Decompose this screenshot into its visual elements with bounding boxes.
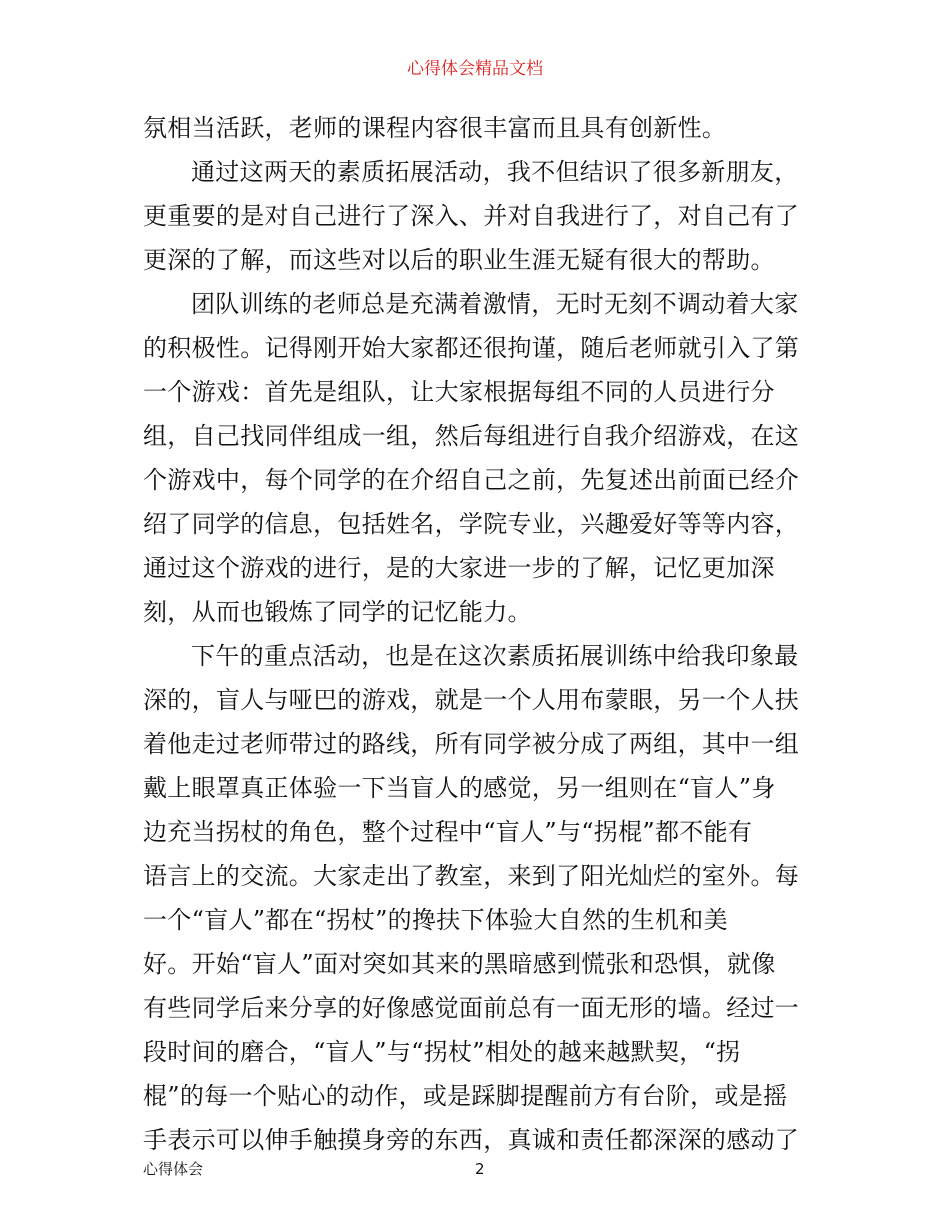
text-line: 手表示可以伸手触摸身旁的东西，真诚和责任都深深的感动了: [143, 1126, 800, 1154]
page-number: 2: [475, 1160, 485, 1178]
text-line: 语言上的交流。大家走出了教室，来到了阳光灿烂的室外。每: [143, 862, 800, 890]
text-line: 组，自己找同伴组成一组，然后每组进行自我介绍游戏，在这: [143, 422, 800, 450]
text-line: 边充当拐杖的角色，整个过程中“盲人”与“拐棍”都不能有: [143, 818, 753, 846]
text-line: 一个游戏：首先是组队，让大家根据每组不同的人员进行分: [143, 378, 775, 406]
text-line: 团队训练的老师总是充满着激情，无时无刻不调动着大家: [191, 290, 799, 318]
text-line: 更重要的是对自己进行了深入、并对自我进行了，对自己有了: [143, 202, 800, 230]
text-line: 通过这两天的素质拓展活动，我不但结识了很多新朋友，: [191, 158, 799, 186]
footer-label: 心得体会: [143, 1160, 204, 1178]
text-line: 戴上眼罩真正体验一下当盲人的感觉，另一组则在“盲人”身: [143, 774, 776, 802]
page-footer: [143, 1158, 811, 1180]
text-line: 一个“盲人”都在“拐杖”的搀扶下体验大自然的生机和美: [143, 906, 728, 934]
document-body: [143, 106, 811, 1162]
text-line: 绍了同学的信息，包括姓名，学院专业，兴趣爱好等等内容，: [143, 510, 800, 538]
text-line: 氛相当活跃，老师的课程内容很丰富而且具有创新性。: [143, 114, 727, 142]
text-line: 好。开始“盲人”面对突如其来的黑暗感到慌张和恐惧，就像: [143, 950, 776, 978]
text-line: 段时间的磨合，“盲人”与“拐杖”相处的越来越默契，“拐: [143, 1038, 741, 1066]
page-header-title: 心得体会精品文档: [407, 59, 543, 79]
text-line: 棍”的每一个贴心的动作，或是踩脚提醒前方有台阶，或是摇: [143, 1082, 788, 1110]
text-line: 的积极性。记得刚开始大家都还很拘谨，随后老师就引入了第: [143, 334, 800, 362]
text-line: 下午的重点活动，也是在这次素质拓展训练中给我印象最: [191, 642, 799, 670]
text-line: 通过这个游戏的进行，是的大家进一步的了解，记忆更加深: [143, 554, 775, 582]
text-line: 刻，从而也锻炼了同学的记忆能力。: [143, 598, 532, 626]
text-line: 更深的了解，而这些对以后的职业生涯无疑有很大的帮助。: [143, 246, 775, 274]
text-line: 着他走过老师带过的路线，所有同学被分成了两组，其中一组: [143, 730, 800, 758]
text-line: 深的，盲人与哑巴的游戏，就是一个人用布蒙眼，另一个人扶: [143, 686, 800, 714]
text-line: 有些同学后来分享的好像感觉面前总有一面无形的墙。经过一: [143, 994, 800, 1022]
text-line: 个游戏中，每个同学的在介绍自己之前，先复述出前面已经介: [143, 466, 800, 494]
